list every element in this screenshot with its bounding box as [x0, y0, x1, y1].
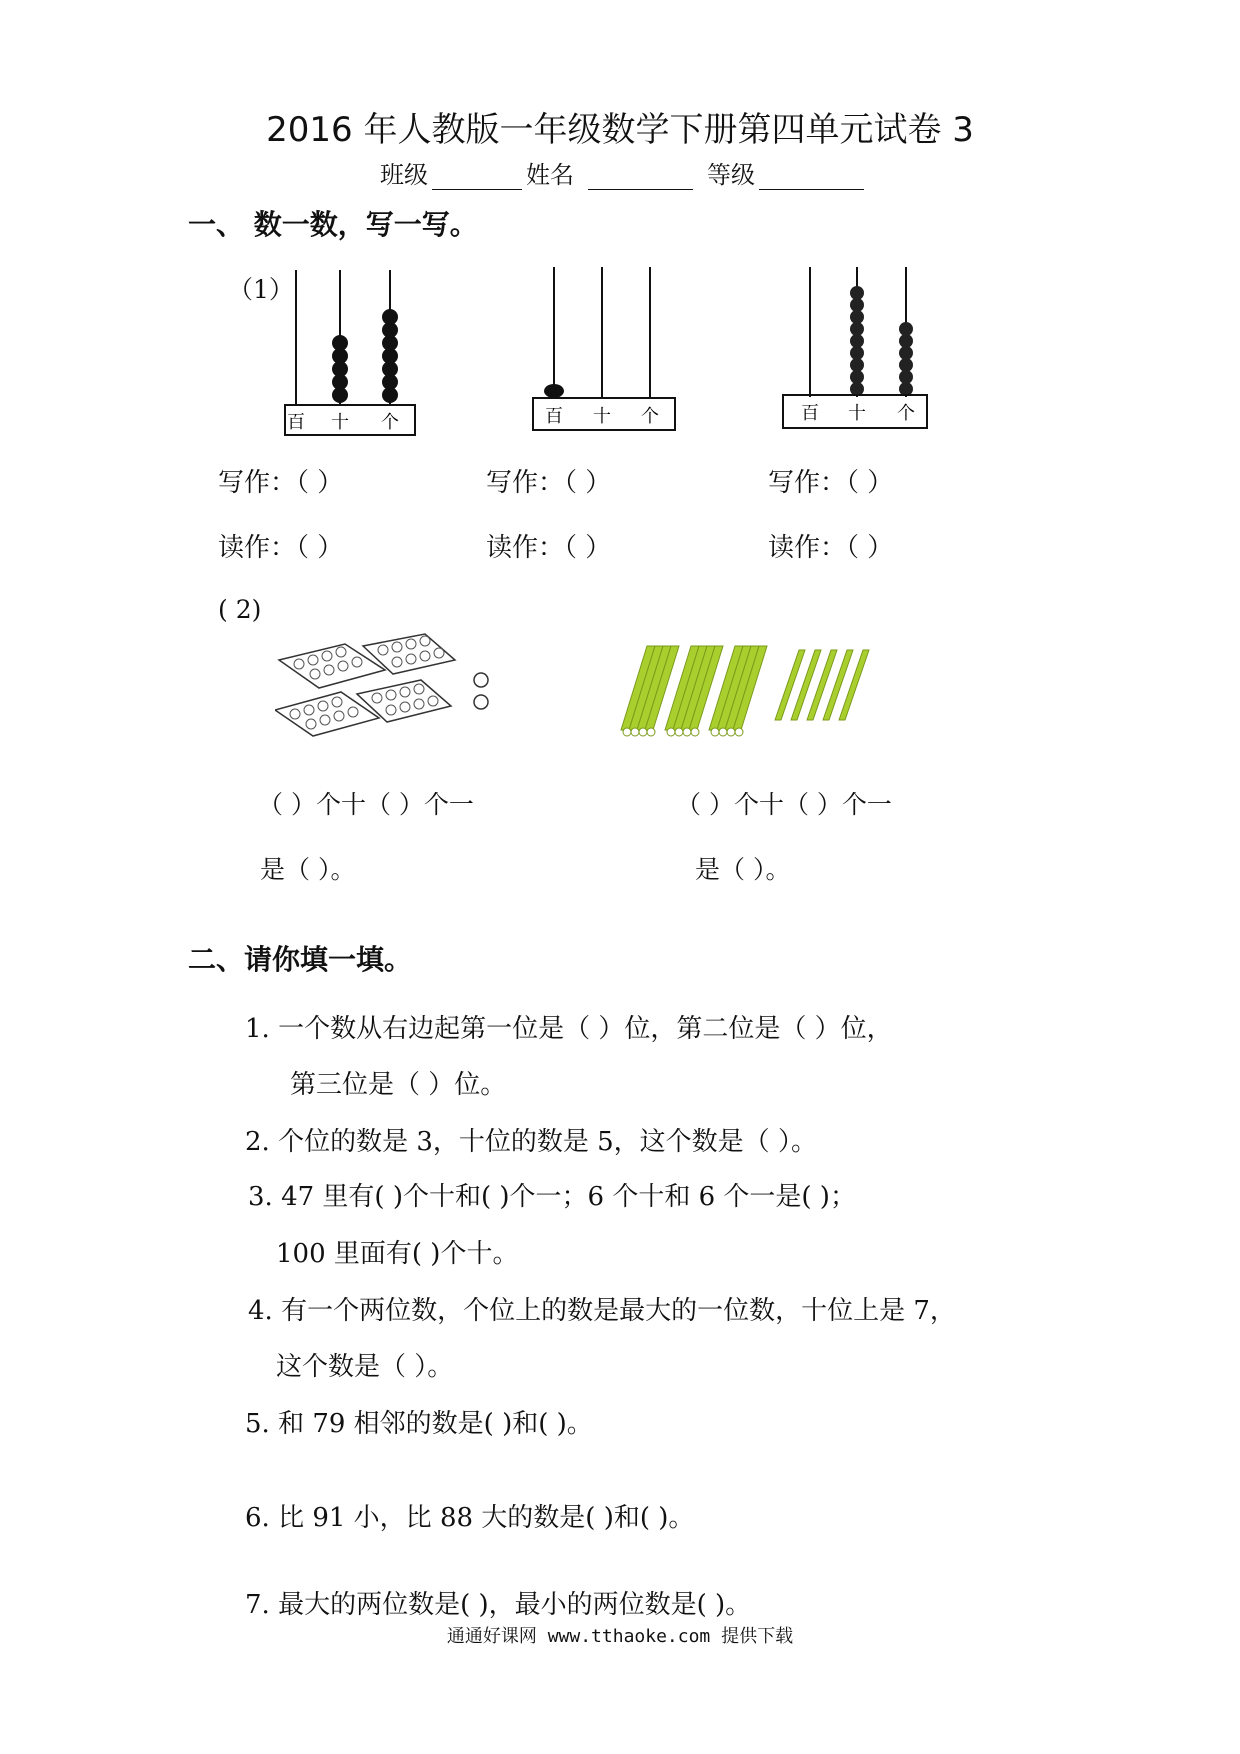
fill-tens-ones-right[interactable]: （ ）个十（ ）个一: [676, 790, 892, 819]
place-label-hundreds: 百: [801, 403, 819, 424]
name-blank[interactable]: [588, 165, 693, 190]
question-2[interactable]: 2. 个位的数是 3，十位的数是 5，这个数是（ ）。: [245, 1127, 817, 1157]
question-6[interactable]: 6. 比 91 小，比 88 大的数是( )和( )。: [245, 1503, 695, 1533]
place-label-ones: 个: [381, 412, 399, 433]
question-7[interactable]: 7. 最大的两位数是( )，最小的两位数是( )。: [245, 1590, 752, 1620]
abacus-2: [530, 262, 680, 437]
fill-number-left[interactable]: 是（ ）。: [260, 855, 356, 884]
write-answer-2[interactable]: 写作：（ ）: [486, 468, 612, 498]
place-label-tens: 十: [593, 406, 611, 427]
student-info-line: [380, 155, 868, 190]
footer-source: 通通好课网 www.tthaoke.com 提供下载: [446, 1626, 794, 1647]
fill-tens-ones-left[interactable]: （ ）个十（ ）个一: [258, 790, 474, 819]
fill-number-right[interactable]: 是（ ）。: [695, 855, 791, 884]
question-5[interactable]: 5. 和 79 相邻的数是( )和( )。: [245, 1409, 593, 1439]
page-title: 2016 年人教版一年级数学下册第四单元试卷 3: [266, 110, 974, 150]
read-answer-1[interactable]: 读作：（ ）: [218, 533, 344, 563]
read-answer-3[interactable]: 读作：（ ）: [768, 533, 894, 563]
abacus-rods: [554, 267, 650, 397]
question-1-line-2[interactable]: 第三位是（ ）位。: [290, 1070, 507, 1100]
question-3-line-2[interactable]: 100 里面有( )个十。: [276, 1239, 519, 1269]
section-1-heading: 一、 数一数，写一写。: [188, 208, 478, 241]
write-answer-3[interactable]: 写作：（ ）: [768, 468, 894, 498]
class-label: 班级: [380, 161, 428, 189]
place-label-tens: 十: [331, 412, 349, 433]
question-1-line-1[interactable]: 1. 一个数从右边起第一位是（ ）位，第二位是（ ）位，: [245, 1014, 893, 1044]
abacus-beads: [544, 384, 564, 398]
section-2-heading: 二、请你填一填。: [188, 943, 413, 976]
write-answer-1[interactable]: 写作：（ ）: [218, 468, 344, 498]
egg-trays-illustration: [275, 630, 495, 760]
part-2-label: ( 2): [218, 595, 262, 624]
single-eggs: [474, 673, 488, 709]
place-label-ones: 个: [641, 406, 659, 427]
grade-label: 等级: [707, 161, 755, 189]
place-label-hundreds: 百: [287, 412, 305, 433]
place-label-hundreds: 百: [545, 406, 563, 427]
abacus-1: [280, 265, 420, 440]
loose-sticks: [775, 650, 869, 720]
name-label: 姓名: [526, 161, 574, 189]
abacus-3: [780, 262, 930, 437]
stick-bundles-illustration: [615, 640, 895, 750]
place-label-ones: 个: [897, 403, 915, 424]
class-blank[interactable]: [432, 165, 522, 190]
question-4-line-2[interactable]: 这个数是（ ）。: [276, 1352, 454, 1382]
grade-blank[interactable]: [759, 165, 864, 190]
question-3-line-1[interactable]: 3. 47 里有( )个十和( )个一；6 个十和 6 个一是( )；: [248, 1182, 856, 1212]
question-4-line-1[interactable]: 4. 有一个两位数，个位上的数是最大的一位数，十位上是 7，: [248, 1296, 956, 1326]
place-label-tens: 十: [848, 403, 866, 424]
part-1-label: （1）: [228, 275, 294, 304]
abacus-beads: [332, 309, 398, 403]
abacus-beads: [850, 286, 913, 396]
read-answer-2[interactable]: 读作：（ ）: [486, 533, 612, 563]
